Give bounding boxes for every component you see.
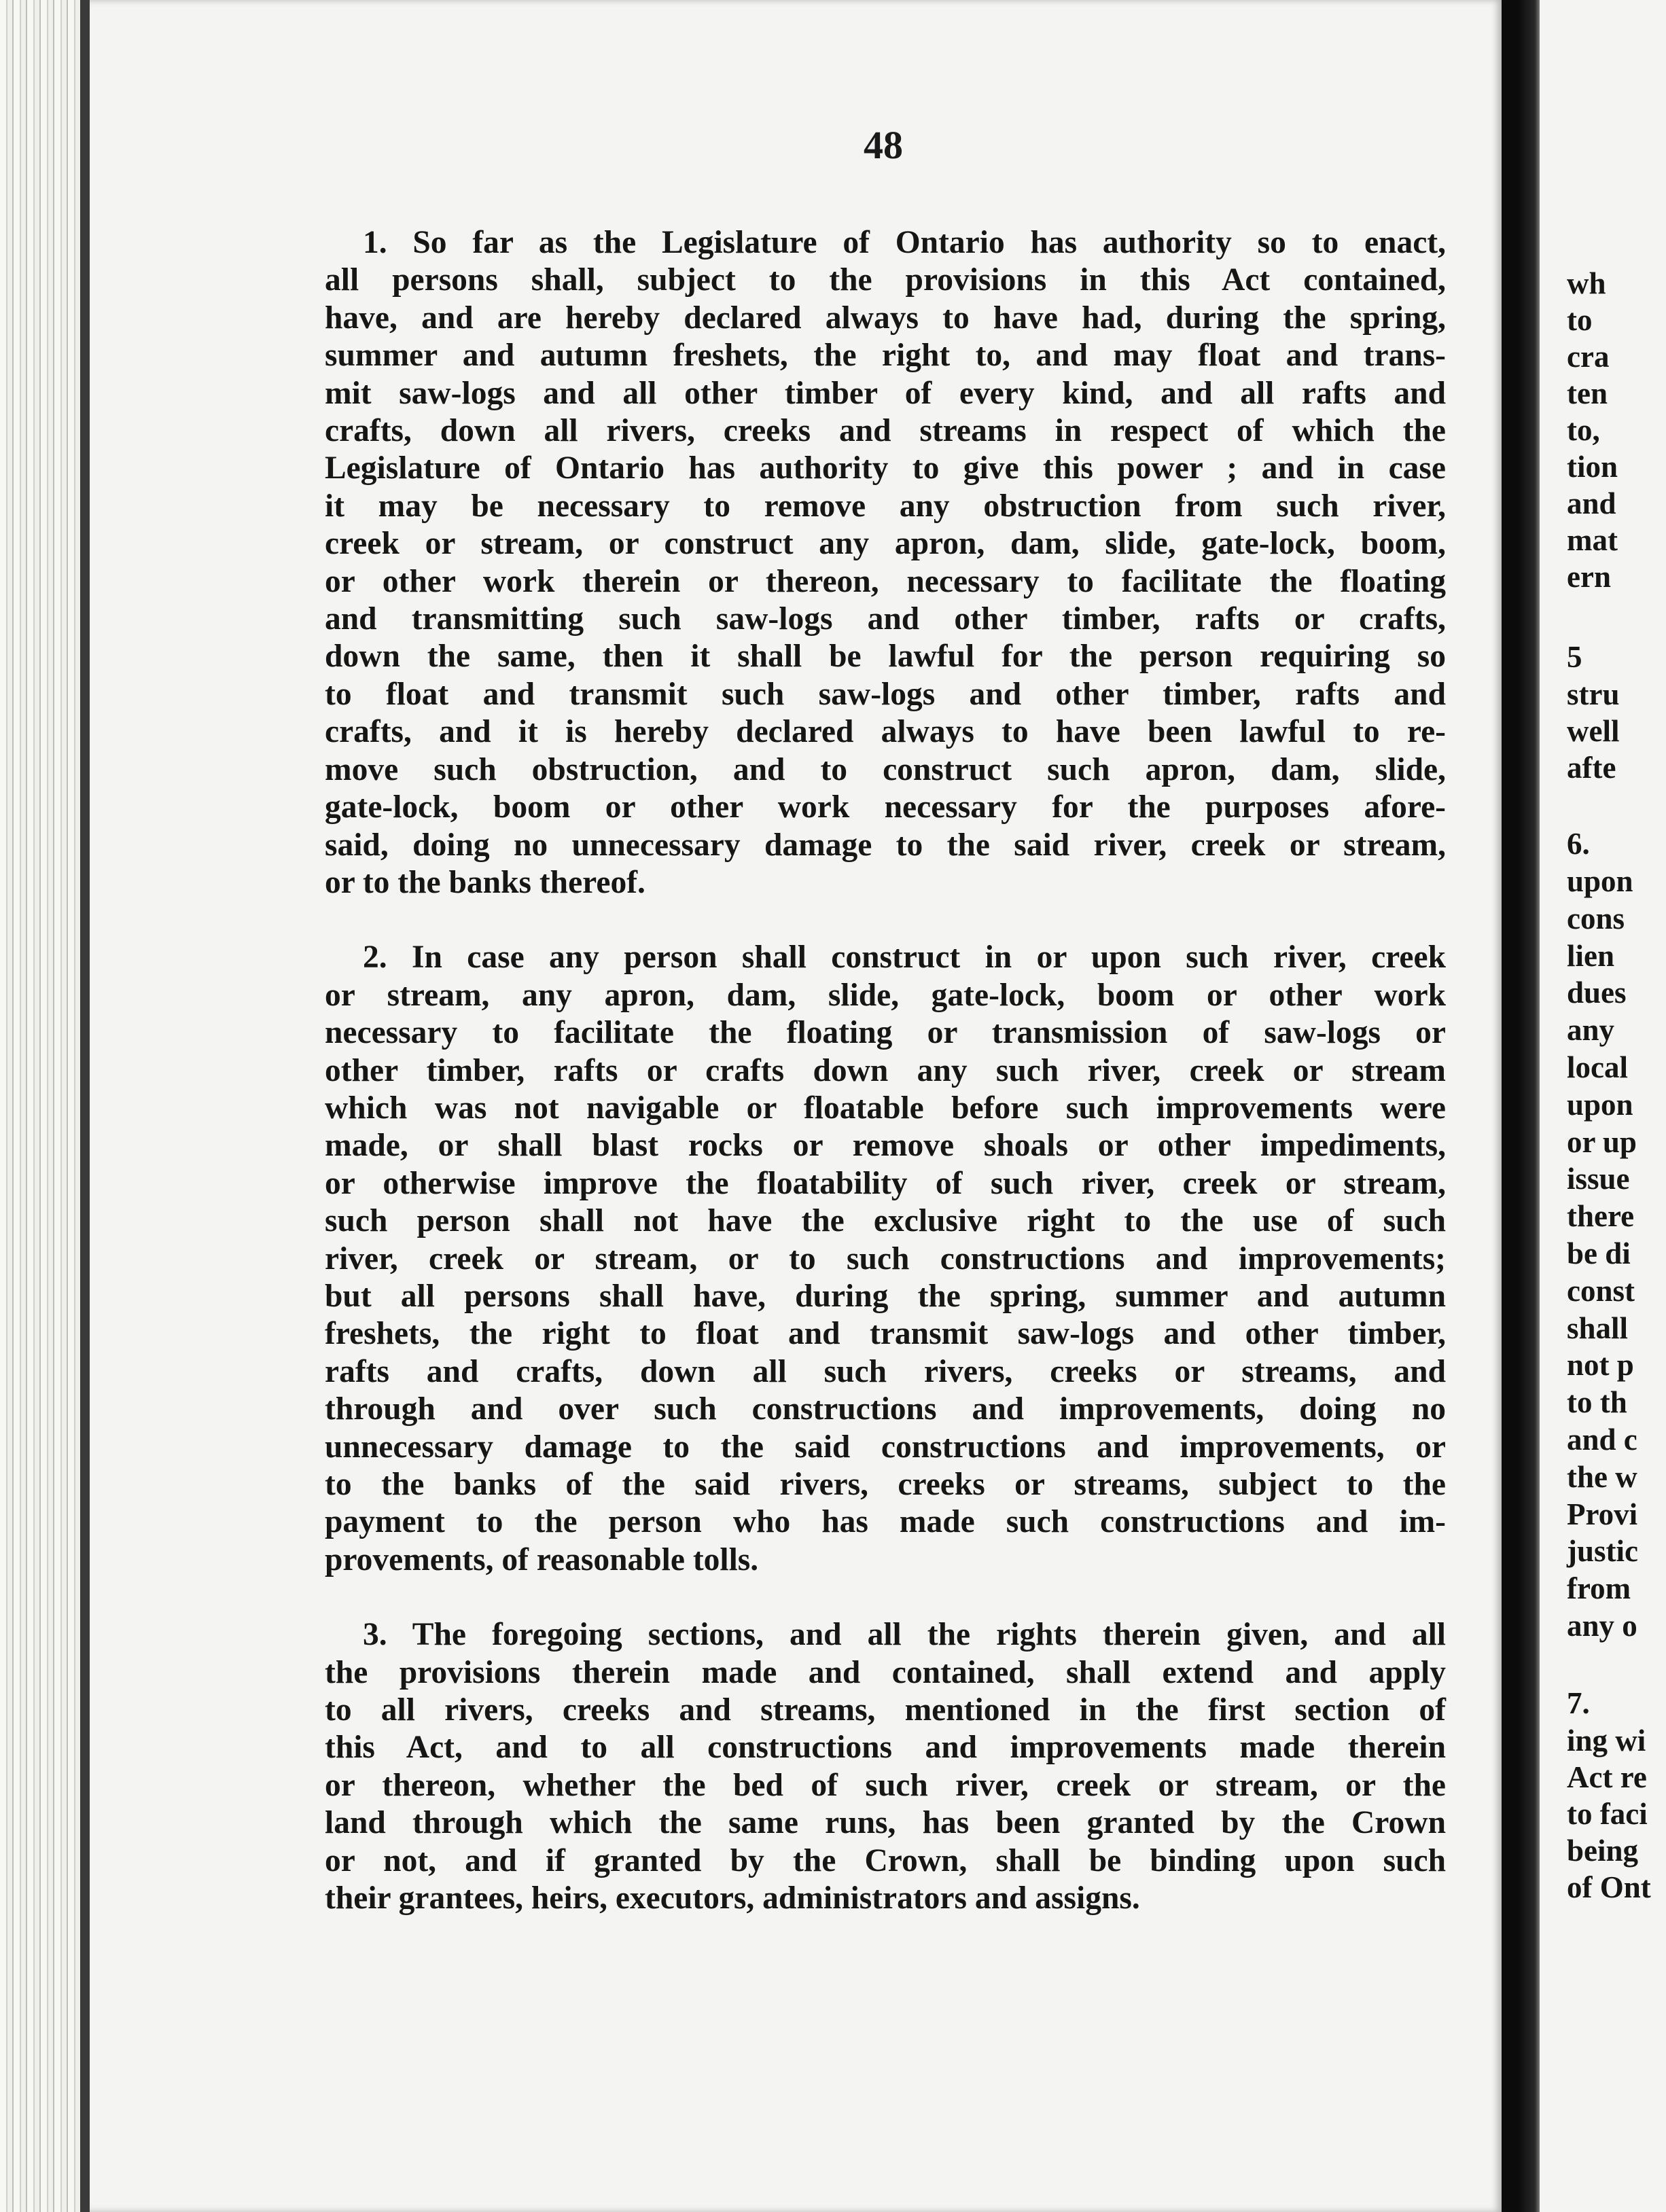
fragment-line: shall	[1567, 1310, 1629, 1345]
text-line: this Act, and to all constructions and improvements made therein	[325, 1730, 1446, 1766]
text-line: crafts, and it is hereby declared always to have been lawful to re-	[325, 714, 1446, 750]
fragment-line: to	[1567, 303, 1593, 337]
text-line: such person shall not have the exclusive right to the use of such	[325, 1203, 1446, 1239]
fragment-line: to th	[1567, 1385, 1627, 1420]
text-line: land through which the same runs, has been granted by the Crown	[325, 1805, 1446, 1841]
fragment-line: 6.	[1567, 827, 1590, 861]
fragment-line: from	[1567, 1571, 1631, 1606]
text-line: necessary to facilitate the floating or transmission of saw-logs or	[325, 1015, 1446, 1051]
section-1	[325, 224, 1446, 902]
fragment-line: 7.	[1567, 1686, 1590, 1720]
text-line: Legislature of Ontario has authority to give this power ; and in case	[325, 450, 1446, 486]
fragment-line: lien	[1567, 938, 1615, 973]
text-line: move such obstruction, and to construct such apron, dam, slide,	[325, 751, 1446, 787]
fragment-line: be di	[1567, 1236, 1631, 1270]
fragment-line: dues	[1567, 976, 1627, 1010]
fragment-line: 5	[1567, 640, 1582, 674]
fragment-line: const	[1567, 1273, 1635, 1308]
text-line: or to the banks thereof.	[325, 864, 645, 900]
fragment-line: any	[1567, 1013, 1615, 1048]
fragment-line: issue	[1567, 1162, 1630, 1196]
section-3	[325, 1616, 1446, 1917]
fragment-line: any o	[1567, 1609, 1637, 1643]
fragment-line: upon	[1567, 1087, 1633, 1122]
fragment-line: or up	[1567, 1124, 1637, 1159]
fragment-line: afte	[1567, 751, 1616, 785]
fragment-line: and	[1567, 486, 1616, 520]
text-line: 3. The foregoing sections, and all the rights therein given, and all	[363, 1617, 1446, 1653]
text-line: 2. In case any person shall construct in or upon such river, creek	[363, 940, 1446, 976]
text-line: or otherwise improve the floatability of such river, creek or stream,	[325, 1165, 1446, 1201]
text-line: through and over such constructions and improvements, doing no	[325, 1391, 1446, 1427]
text-line: other timber, rafts or crafts down any such river, creek or stream	[325, 1052, 1446, 1088]
fragment-line: tion	[1567, 450, 1618, 484]
fragment-line: cra	[1567, 340, 1610, 374]
fragment-line: ern	[1567, 560, 1611, 594]
section-number: 2.	[363, 940, 387, 976]
text-line: made, or shall blast rocks or remove shoals or other impediments,	[325, 1128, 1446, 1164]
fragment-line: justic	[1567, 1534, 1638, 1569]
fragment-line: Provi	[1567, 1497, 1638, 1531]
text-line: river, creek or stream, or to such constructions and improvements;	[325, 1241, 1446, 1277]
text-line: said, doing no unnecessary damage to the said river, creek or stream,	[325, 827, 1446, 863]
text-line: or other work therein or thereon, necessary to facilitate the floating	[325, 563, 1446, 599]
statute-text	[325, 224, 1446, 1955]
text-line: or thereon, whether the bed of such river, creek or stream, or the	[325, 1767, 1446, 1803]
fragment-line: mat	[1567, 523, 1618, 557]
fragment-line: cons	[1567, 901, 1625, 935]
text-line: or not, and if granted by the Crown, shall be binding upon such	[325, 1842, 1446, 1878]
page-edges	[0, 0, 88, 2212]
text-line: freshets, the right to float and transmit saw-logs and other timber,	[325, 1316, 1446, 1352]
text-line: and transmitting such saw-logs and other timber, rafts or crafts,	[325, 601, 1446, 637]
text-line: mit saw-logs and all other timber of every kind, and all rafts and	[325, 375, 1446, 411]
fragment-line: ing wi	[1567, 1724, 1646, 1758]
text-line: or stream, any apron, dam, slide, gate-lock, boom or other work	[325, 977, 1446, 1013]
text-line: to float and transmit such saw-logs and other timber, rafts and	[325, 676, 1446, 712]
fragment-line: to faci	[1567, 1797, 1648, 1831]
text-line: creek or stream, or construct any apron, dam, slide, gate-lock, boom,	[325, 526, 1446, 562]
text-line: it may be necessary to remove any obstruction from such river,	[325, 488, 1446, 524]
text-line: the provisions therein made and contained, shall extend and apply	[325, 1654, 1446, 1690]
text-line: but all persons shall have, during the spring, summer and autumn	[325, 1278, 1446, 1314]
fragment-line: ten	[1567, 376, 1608, 410]
text-line: provements, of reasonable tolls.	[325, 1541, 759, 1577]
fragment-line: not p	[1567, 1348, 1634, 1382]
fragment-line: upon	[1567, 864, 1633, 898]
text-line: their grantees, heirs, executors, administrators and assigns.	[325, 1880, 1140, 1916]
fragment-line: the w	[1567, 1459, 1637, 1494]
section-number: 3.	[363, 1617, 387, 1653]
text-line: all persons shall, subject to the provisions in this Act contained,	[325, 262, 1446, 298]
text-line: 1. So far as the Legislature of Ontario has authority so to enact,	[363, 225, 1446, 260]
fragment-line: and c	[1567, 1423, 1637, 1457]
fragment-line: there	[1567, 1199, 1635, 1234]
text-line: summer and autumn freshets, the right to, and may float and trans-	[325, 338, 1446, 374]
text-line: have, and are hereby declared always to have had, during the spring,	[325, 300, 1446, 336]
page-edge-shadow	[80, 0, 90, 2212]
fragment-line: of Ont	[1567, 1870, 1651, 1904]
page-number: 48	[864, 123, 903, 167]
text-line: crafts, down all rivers, creeks and streams in respect of which the	[325, 413, 1446, 449]
fragment-line: being	[1567, 1834, 1639, 1868]
text-line: down the same, then it shall be lawful for the person requiring so	[325, 639, 1446, 675]
fragment-line: well	[1567, 714, 1620, 748]
section-2	[325, 939, 1446, 1579]
fragment-line: wh	[1567, 266, 1606, 300]
section-number: 1.	[363, 225, 387, 260]
text-line: rafts and crafts, down all such rivers, creeks or streams, and	[325, 1353, 1446, 1389]
text-line: to all rivers, creeks and streams, mentioned in the first section of	[325, 1692, 1446, 1728]
text-line: gate-lock, boom or other work necessary for the purposes afore-	[325, 789, 1446, 825]
fragment-line: stru	[1567, 677, 1620, 711]
text-line: payment to the person who has made such constructions and im-	[325, 1504, 1446, 1540]
fragment-line: local	[1567, 1050, 1628, 1084]
text-line: which was not navigable or floatable before such improvements were	[325, 1090, 1446, 1126]
text-line: unnecessary damage to the said constructions and improvements, or	[325, 1429, 1446, 1465]
fragment-line: to,	[1567, 413, 1600, 447]
text-line: to the banks of the said rivers, creeks or streams, subject to the	[325, 1467, 1446, 1502]
fragment-line: Act re	[1567, 1760, 1647, 1794]
